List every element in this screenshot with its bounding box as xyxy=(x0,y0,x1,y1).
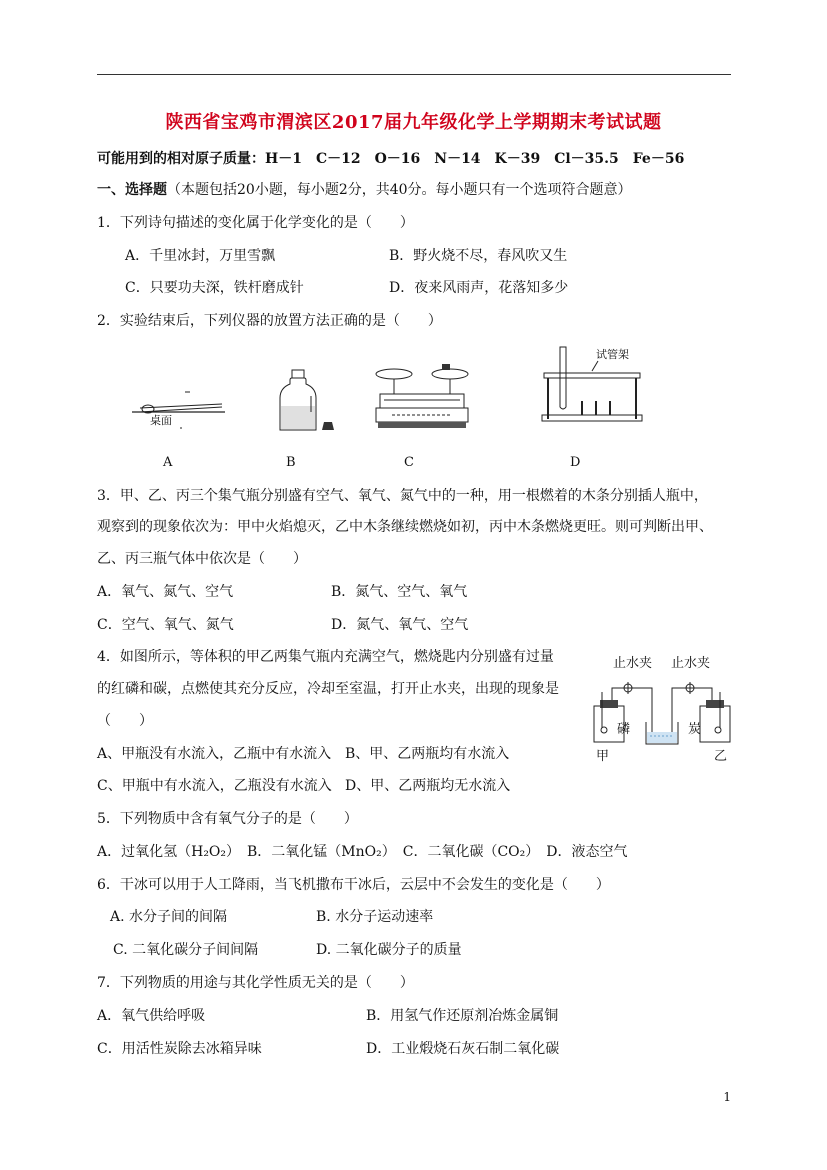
header-rule xyxy=(97,74,731,75)
carbon-label: 炭 xyxy=(688,722,702,737)
q4-option-c: C、甲瓶中有水流入，乙瓶没有水流入 xyxy=(97,778,332,794)
q1-option-d: D．夜来风雨声，花落知多少 xyxy=(389,280,569,296)
atomic-masses: 可能用到的相对原子质量：H－1 C－12 O－16 N－14 K－39 Cl－35.5 Fe－56 xyxy=(97,151,685,167)
q4-line2: 的红磷和碳，点燃使其充分反应，冷却至室温，打开止水夹，出现的现象是 xyxy=(97,681,559,697)
q7-option-a: A．氧气供给呼吸 xyxy=(97,1008,206,1024)
bottle-yi-label: 乙 xyxy=(714,749,728,764)
q6-option-a: A. 水分子间的间隔 xyxy=(110,909,228,925)
q2-stem: 2．实验结束后，下列仪器的放置方法正确的是（ ） xyxy=(97,313,442,329)
q3-option-b: B．氮气、空气、氧气 xyxy=(331,584,468,600)
q3-line2: 观察到的现象依次为：甲中火焰熄灭，乙中木条继续燃烧如初，丙中木条燃烧更旺。则可判断出甲、 xyxy=(97,519,713,535)
q7-option-d: D．工业煅烧石灰石制二氧化碳 xyxy=(366,1041,560,1057)
q3-option-a: A．氧气、氮气、空气 xyxy=(97,584,234,600)
q6-stem: 6．干冰可以用于人工降雨，当飞机撒布干冰后，云层中不会发生的变化是（ ） xyxy=(97,877,610,893)
q6-option-b: B. 水分子运动速率 xyxy=(316,909,434,925)
fig-caption-a: A xyxy=(163,455,173,470)
q6-option-d: D. 二氧化碳分子的质量 xyxy=(316,942,462,958)
q1-option-b: B．野火烧不尽，春风吹又生 xyxy=(389,248,568,264)
rack-label: 试管架 xyxy=(596,348,629,361)
desk-label: 桌面 xyxy=(150,414,172,427)
clamp-label-left: 止水夹 xyxy=(613,656,653,671)
q1-option-a: A．千里冰封，万里雪飘 xyxy=(125,248,276,264)
q4-line1: 4．如图所示，等体积的甲乙两集气瓶内充满空气，燃烧匙内分别盛有过量 xyxy=(97,649,554,665)
q3-line3: 乙、丙三瓶气体中依次是（ ） xyxy=(97,551,307,567)
q7-option-c: C．用活性炭除去冰箱异味 xyxy=(97,1041,262,1057)
q3-line1: 3．甲、乙、丙三个集气瓶分别盛有空气、氧气、氮气中的一种，用一根燃着的木条分别插人瓶中， xyxy=(97,488,708,504)
q5-stem: 5．下列物质中含有氧气分子的是（ ） xyxy=(97,811,358,827)
figure-d-test-tube-rack xyxy=(538,345,648,425)
figure-c-balance xyxy=(372,362,472,436)
section-title: 一、选择题 xyxy=(97,182,167,198)
figure-a-tube-on-desk xyxy=(130,390,230,430)
q4-option-d: D、甲、乙两瓶均无水流入 xyxy=(345,778,511,794)
q6-option-c: C. 二氧化碳分子间间隔 xyxy=(113,942,259,958)
q5-options: A．过氧化氢（H₂O₂） B．二氧化锰（MnO₂） C．二氧化碳（CO₂） D．液态空气 xyxy=(97,844,628,860)
page-title: 陕西省宝鸡市渭滨区2017届九年级化学上学期期末考试试题 xyxy=(165,112,662,133)
fig-caption-b: B xyxy=(286,455,296,470)
section-note: （本题包括20小题，每小题2分，共40分。每小题只有一个选项符合题意） xyxy=(167,182,632,198)
clamp-label-right: 止水夹 xyxy=(671,656,711,671)
section-heading xyxy=(97,181,632,199)
q1-stem: 1．下列诗句描述的变化属于化学变化的是（ ） xyxy=(97,215,414,231)
phosphorus-label: 磷 xyxy=(617,722,631,737)
figure-b-reagent-bottle xyxy=(272,368,342,438)
q4-option-b: B、甲、乙两瓶均有水流入 xyxy=(345,746,510,762)
q3-option-d: D．氮气、氧气、空气 xyxy=(331,617,469,633)
q3-option-c: C．空气、氧气、氮气 xyxy=(97,617,234,633)
q4-line3: （ ） xyxy=(97,713,153,729)
page-number: 1 xyxy=(723,1090,731,1104)
fig-caption-d: D xyxy=(570,455,581,470)
q7-stem: 7．下列物质的用途与其化学性质无关的是（ ） xyxy=(97,975,414,991)
q1-option-c: C．只要功夫深，铁杆磨成针 xyxy=(125,280,304,296)
q7-option-b: B．用氢气作还原剂冶炼金属铜 xyxy=(366,1008,559,1024)
fig-caption-c: C xyxy=(404,455,414,470)
q4-option-a: A、甲瓶没有水流入，乙瓶中有水流入 xyxy=(97,746,332,762)
bottle-jia-label: 甲 xyxy=(596,749,610,764)
